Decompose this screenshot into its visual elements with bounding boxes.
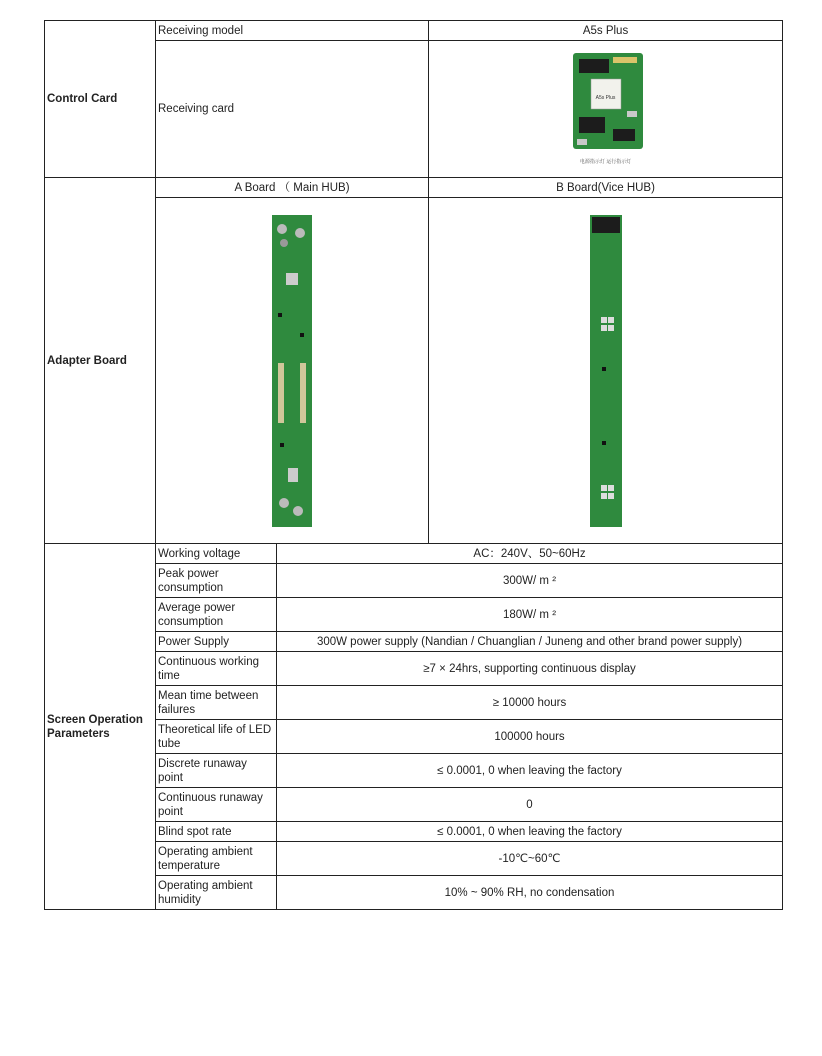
param-value: AC：240V、50~60Hz: [277, 544, 783, 564]
param-value: -10℃~60℃: [277, 842, 783, 876]
b-board-header: B Board(Vice HUB): [429, 178, 783, 198]
param-label: Mean time between failures: [156, 686, 277, 720]
section-control-card: Control Card: [45, 21, 156, 178]
a-board-image-cell: [156, 198, 429, 544]
a-board-image: [270, 213, 314, 529]
receiving-card-image-cell: [429, 41, 783, 178]
param-value: 300W power supply (Nandian / Chuanglian / Juneng and other brand power supply): [277, 632, 783, 652]
param-value: 300W/ m ²: [277, 564, 783, 598]
receiving-model-label: Receiving model: [156, 21, 429, 41]
b-board-image-cell: [429, 198, 783, 544]
section-screen-operation: Screen Operation Parameters: [45, 544, 156, 910]
param-label: Peak power consumption: [156, 564, 277, 598]
param-label: Discrete runaway point: [156, 754, 277, 788]
param-label: Continuous runaway point: [156, 788, 277, 822]
receiving-model-value: A5s Plus: [429, 21, 783, 41]
b-board-image: [584, 213, 628, 529]
param-label: Blind spot rate: [156, 822, 277, 842]
param-value: 180W/ m ²: [277, 598, 783, 632]
receiving-card-image: [561, 49, 651, 169]
spec-table: [44, 20, 783, 910]
card-caption: 电源指示灯 运行指示灯: [579, 159, 632, 165]
param-value: ≥ 10000 hours: [277, 686, 783, 720]
param-value: ≤ 0.0001, 0 when leaving the factory: [277, 822, 783, 842]
param-label: Average power consumption: [156, 598, 277, 632]
param-value: ≥7 × 24hrs, supporting continuous display: [277, 652, 783, 686]
param-label: Operating ambient temperature: [156, 842, 277, 876]
param-label: Continuous working time: [156, 652, 277, 686]
param-value: 0: [277, 788, 783, 822]
param-value: ≤ 0.0001, 0 when leaving the factory: [277, 754, 783, 788]
section-adapter-board: Adapter Board: [45, 178, 156, 544]
param-label: Theoretical life of LED tube: [156, 720, 277, 754]
param-value: 10% ~ 90% RH, no condensation: [277, 876, 783, 910]
param-label: Working voltage: [156, 544, 277, 564]
param-label: Power Supply: [156, 632, 277, 652]
receiving-card-label: Receiving card: [156, 41, 429, 178]
a-board-header: A Board （ Main HUB): [156, 178, 429, 198]
param-value: 100000 hours: [277, 720, 783, 754]
card-chip-label: A5s Plus: [595, 95, 616, 101]
param-label: Operating ambient humidity: [156, 876, 277, 910]
